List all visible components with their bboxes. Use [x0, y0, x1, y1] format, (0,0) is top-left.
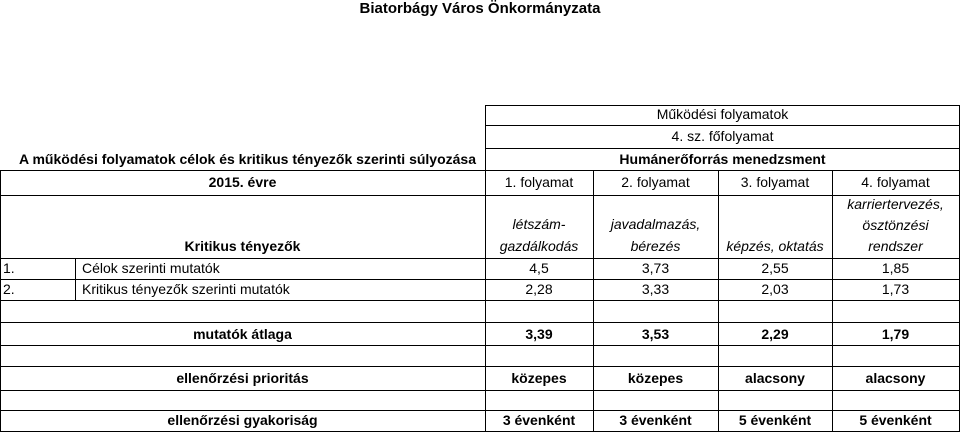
row-label: Célok szerinti mutatók — [82, 260, 220, 276]
grid-line — [0, 170, 960, 171]
row-header-label: Kritikus tényezők — [184, 238, 301, 254]
process-group-title: Működési folyamatok — [656, 106, 789, 122]
summary-cell: 2,29 — [761, 326, 789, 342]
grid-line — [75, 258, 76, 300]
process-name: rendszer — [868, 238, 923, 254]
summary-cell: 3 évenként — [619, 412, 692, 428]
process-name: ösztönzési — [862, 217, 929, 233]
page-title: Biatorbágy Város Önkormányzata — [359, 0, 601, 17]
grid-line — [0, 170, 1, 431]
process-name: képzés, oktatás — [726, 238, 824, 254]
summary-cell: alacsony — [865, 370, 926, 386]
process-name: karriertervezés, — [847, 196, 944, 212]
summary-cell: közepes — [511, 370, 567, 386]
grid-line — [0, 366, 960, 367]
process-name: gazdálkodás — [499, 238, 579, 254]
table-cell: 1,73 — [881, 281, 910, 297]
grid-line — [0, 279, 960, 280]
summary-cell: közepes — [627, 370, 684, 386]
grid-line — [485, 148, 960, 149]
grid-line — [0, 258, 960, 259]
table-heading: A működési folyamatok célok és kritikus tényezők szerinti súlyozása — [19, 151, 476, 167]
year-label: 2015. évre — [208, 174, 277, 190]
grid-line — [0, 390, 960, 391]
table-cell: 2,03 — [761, 281, 789, 297]
summary-cell: 5 évenként — [859, 412, 932, 428]
row-number: 2. — [3, 281, 15, 297]
grid-line — [485, 125, 960, 126]
grid-line — [0, 410, 960, 411]
table-cell: 2,28 — [525, 281, 553, 297]
grid-line — [718, 170, 719, 431]
summary-cell: 3,39 — [525, 326, 553, 342]
process-label: 1. folyamat — [504, 174, 574, 190]
table-cell: 3,73 — [641, 260, 670, 276]
summary-cell: 3 évenként — [502, 412, 576, 428]
table-cell: 3,33 — [641, 281, 670, 297]
row-number: 1. — [3, 260, 15, 276]
summary-label: ellenőrzési gyakoriság — [167, 412, 318, 428]
process-name: bérezés — [630, 238, 681, 254]
process-name: javadalmazás, — [610, 216, 701, 232]
process-label: 4. folyamat — [861, 174, 930, 190]
main-process-name: Humánerőforrás menedzsment — [619, 151, 826, 167]
summary-cell: 5 évenként — [738, 412, 812, 428]
table-cell: 4,5 — [529, 260, 549, 276]
summary-cell: alacsony — [745, 370, 805, 386]
summary-label: ellenőrzési prioritás — [176, 370, 309, 386]
grid-line — [0, 300, 960, 301]
grid-line — [0, 322, 960, 323]
summary-label: mutatók átlaga — [193, 326, 292, 342]
summary-cell: 3,53 — [641, 326, 670, 342]
summary-cell: 1,79 — [881, 326, 910, 342]
main-process-number: 4. sz. főfolyamat — [671, 128, 774, 144]
grid-line — [0, 195, 960, 196]
grid-line — [0, 431, 960, 432]
process-label: 3. folyamat — [740, 174, 810, 190]
table-cell: 1,85 — [881, 260, 910, 276]
process-label: 2. folyamat — [621, 174, 690, 190]
row-label: Kritikus tényezők szerinti mutatók — [82, 281, 290, 297]
grid-line — [593, 170, 594, 431]
process-name: létszám- — [512, 216, 566, 232]
grid-line — [0, 345, 960, 346]
table-cell: 2,55 — [761, 260, 789, 276]
